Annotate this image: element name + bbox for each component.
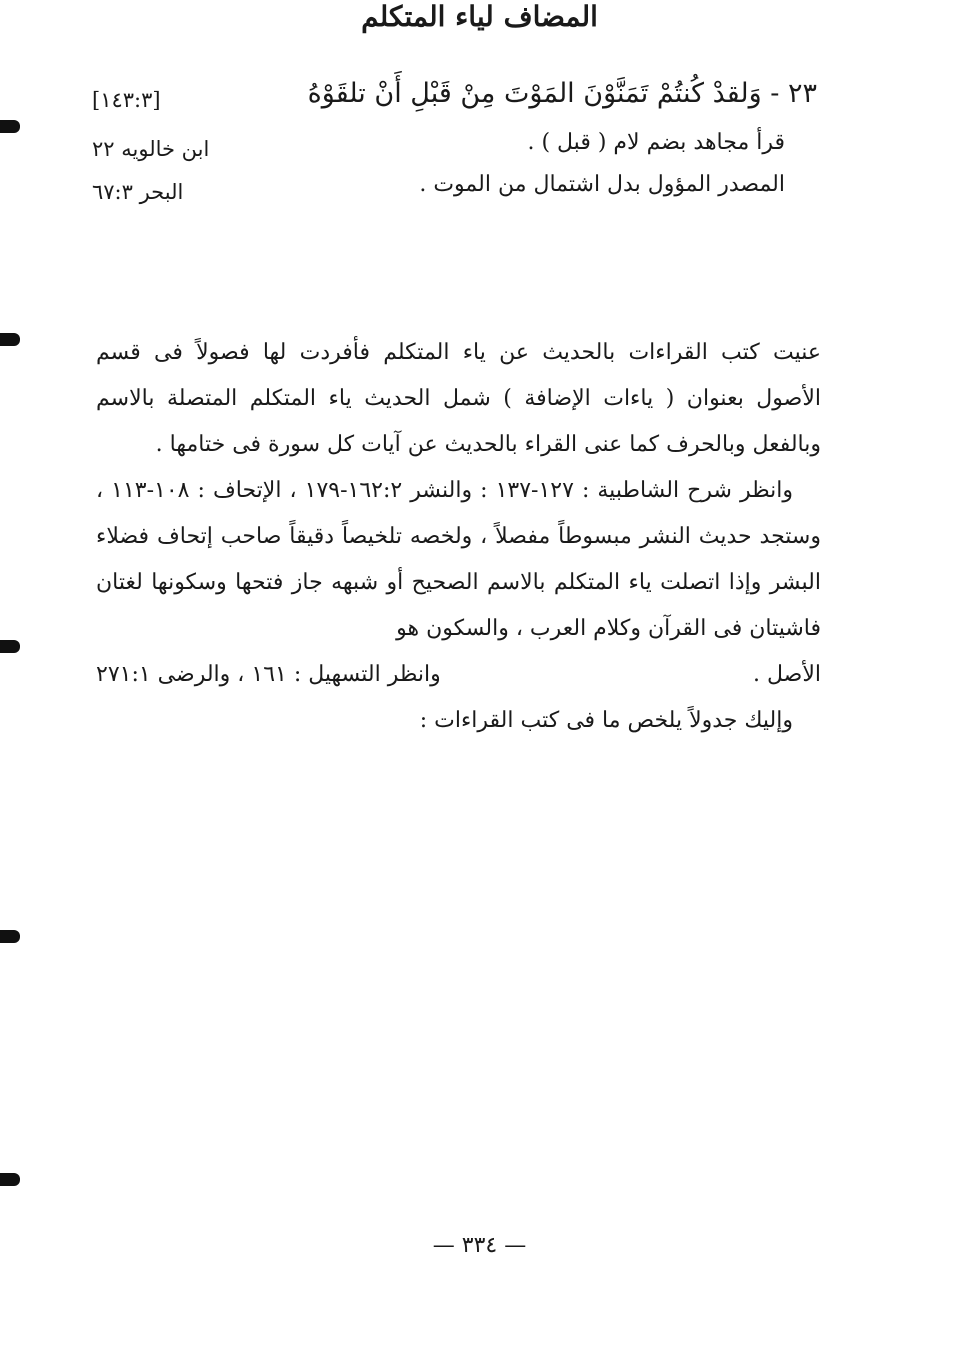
binding-hole-mark xyxy=(0,1173,20,1186)
paragraph: وإليك جدولاً يلخص ما فى كتب القراءات : xyxy=(419,708,793,733)
verse-text: ٢٣ - وَلقدْ كُنتُمْ تَمَنَّوْنَ المَوْتَ مِنْ قَبْلِ أَنْ تلقَوْهُ xyxy=(307,78,817,109)
binding-hole-mark xyxy=(0,640,20,653)
paragraph: عنيت كتب القراءات بالحديث عن ياء المتكلم فأفردت لها فصولاً فى قسم الأصول بعنوان ( ياءات الإضافة ) شمل الحديث ياء المتكلم المتصلة بالاسم وبالفعل وبالحرف كما عنى القراء بالحديث عن آيات كل سورة فى ختامها . xyxy=(96,340,821,457)
binding-hole-mark xyxy=(0,333,20,346)
paragraph-end-line xyxy=(96,652,821,698)
body-text xyxy=(96,330,821,744)
note-source: ابن خالويه ٢٢ xyxy=(92,137,210,161)
reference-line: وانظر التسهيل : ١٦١ ، والرضى ٢٧١:١ xyxy=(96,662,441,687)
paragraph: وانظر شرح الشاطبية : ١٢٧-١٣٧ : والنشر ١٦٢:٢-١٧٩ ، الإتحاف : ١٠٨-١١٣ ، وستجد حديث النشر مبسوطاً مفصلاً ، ولخصه تلخيصاً دقيقاً صاحب إتحاف فضلاء البشر وإذا اتصلت ياء المتكلم بالاسم الصحيح أو شبهه جاز فتحها وسكونها لغتان فاشيتان فى القرآن وكلام العرب ، والسكون هو xyxy=(96,478,821,641)
paragraph-end: الأصل . xyxy=(753,662,821,687)
page-number: — ٣٣٤ — xyxy=(432,1233,527,1258)
grammar-note: المصدر المؤول بدل اشتمال من الموت . xyxy=(419,172,785,197)
binding-hole-mark xyxy=(0,120,20,133)
note-source: البحر ٦٧:٣ xyxy=(92,180,184,204)
section-heading: المضاف لياء المتكلم xyxy=(361,0,598,33)
verse-reference: [١٤٣:٣] xyxy=(92,88,161,112)
reading-note: قرأ مجاهد بضم لام ( قبل ) . xyxy=(527,130,785,155)
binding-hole-mark xyxy=(0,930,20,943)
